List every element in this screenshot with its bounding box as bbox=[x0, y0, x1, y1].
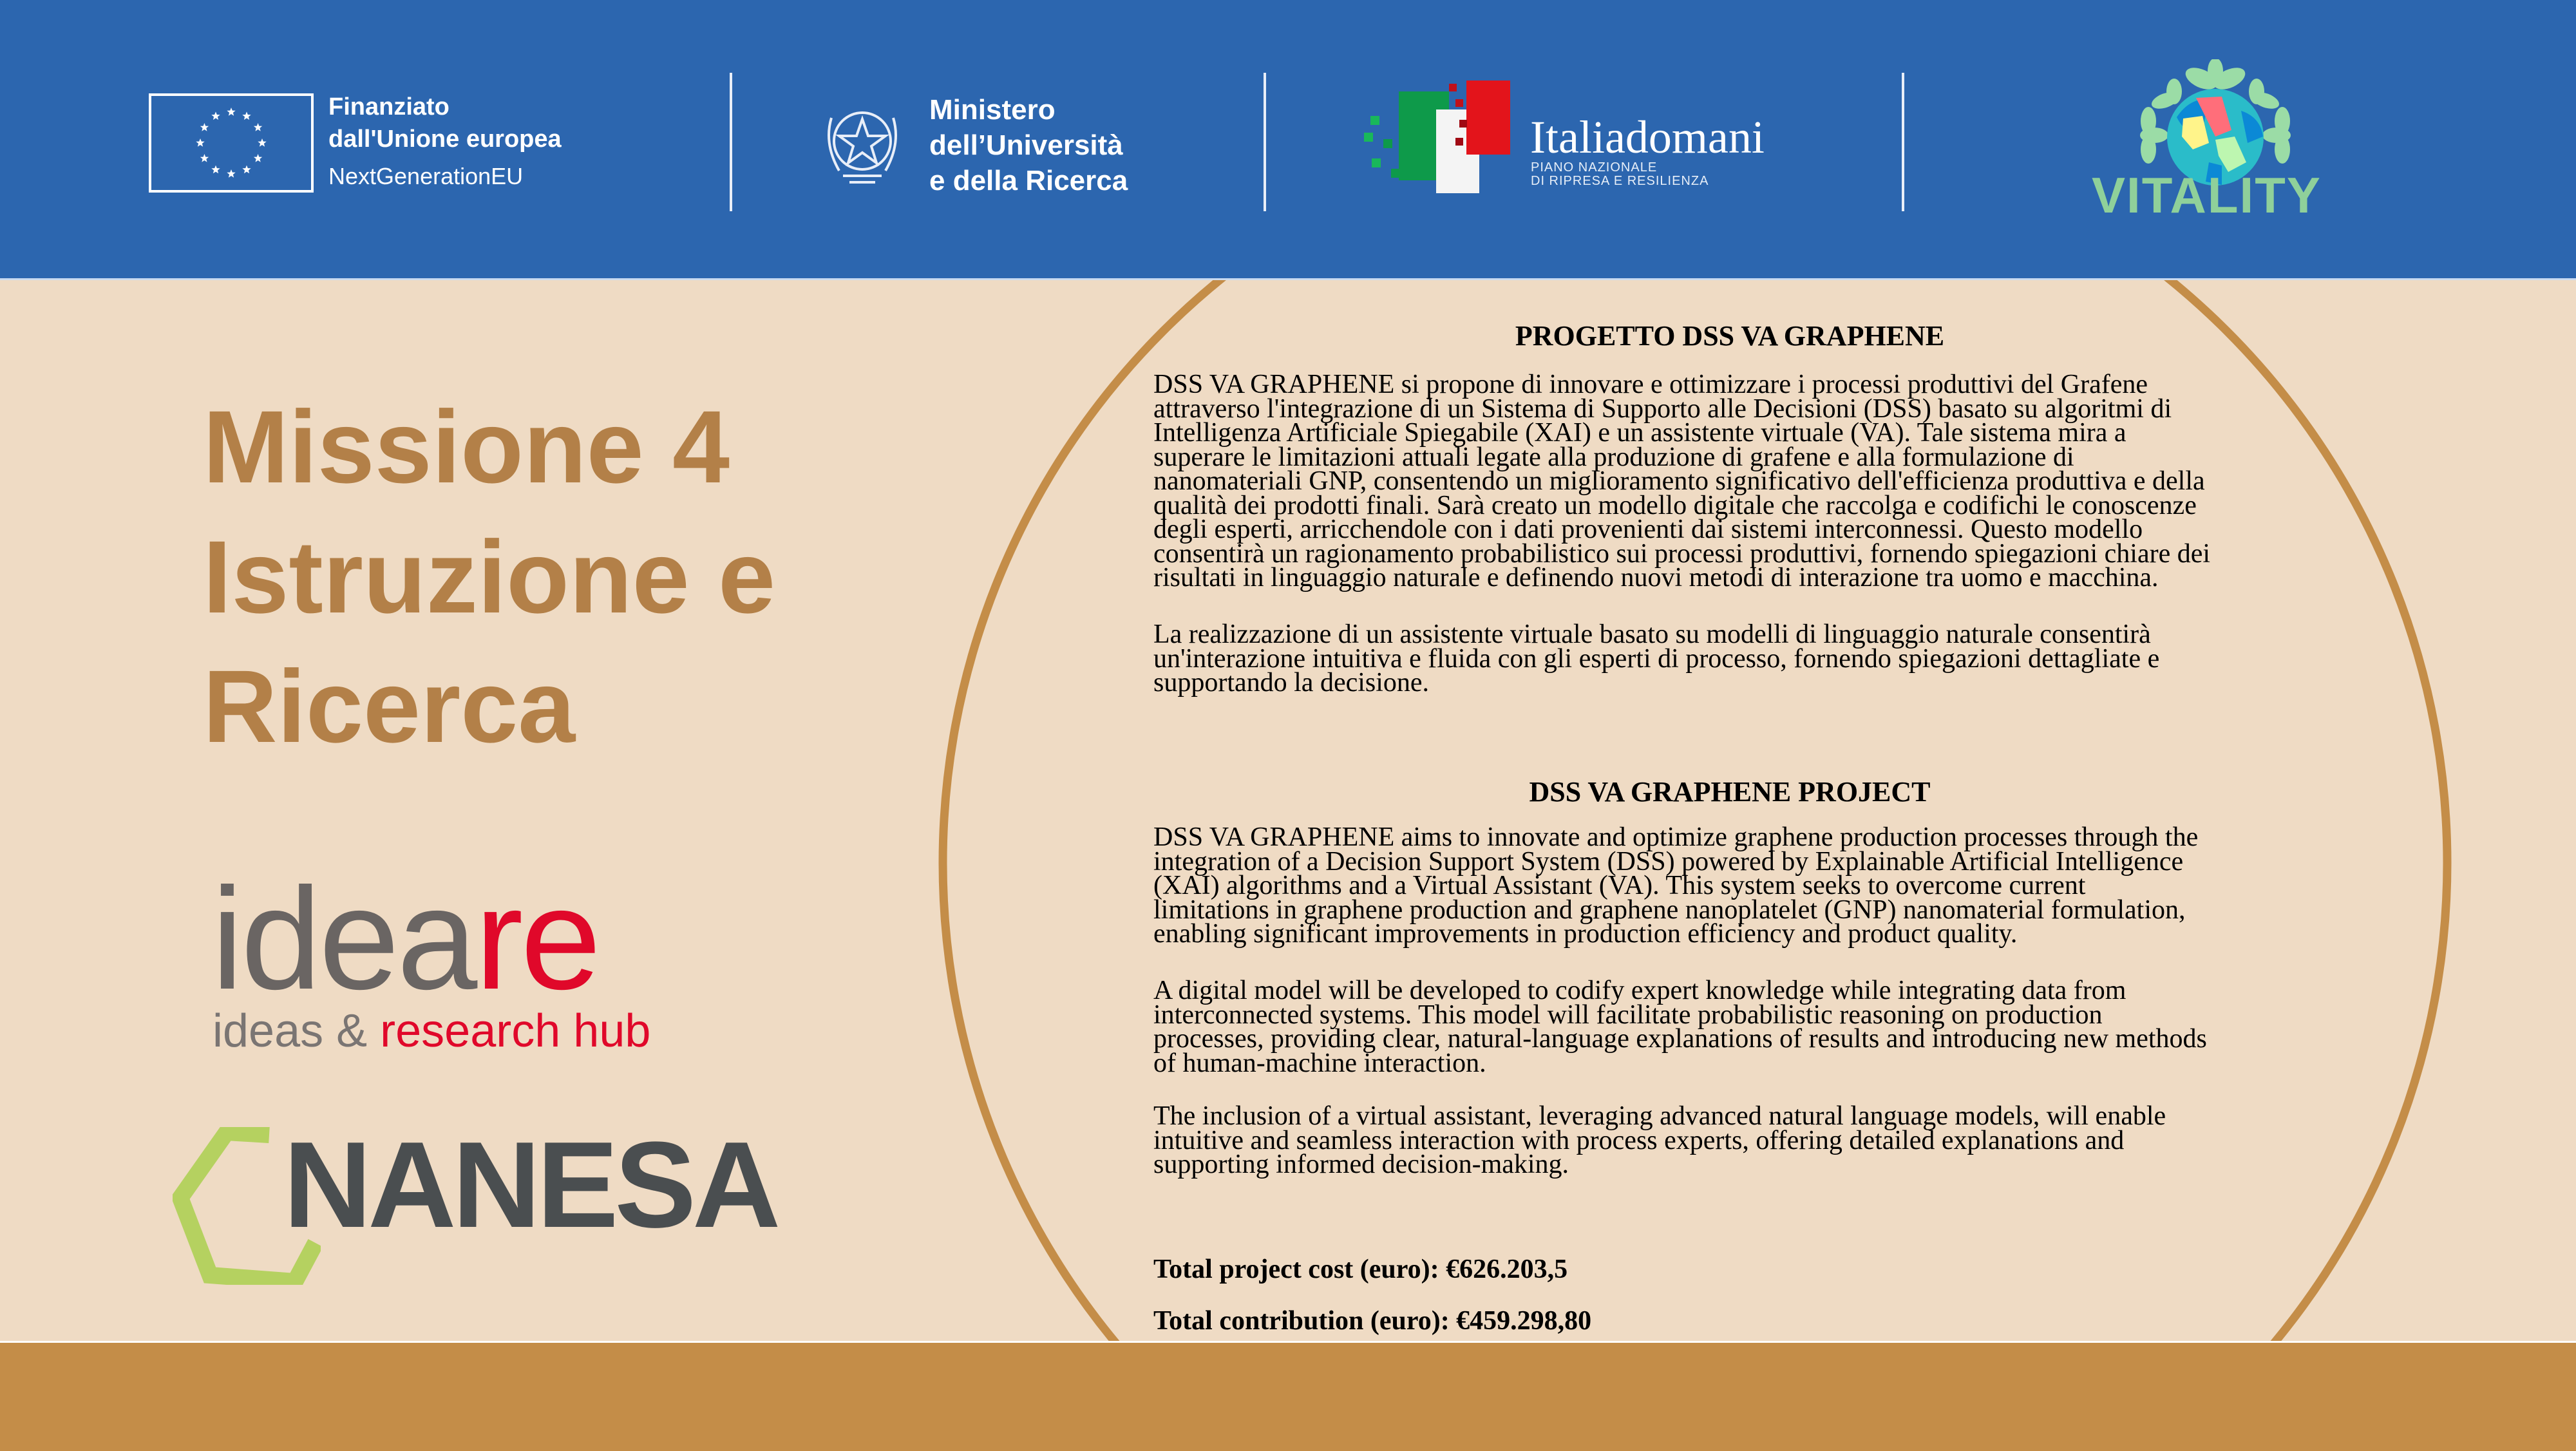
text-line: limitations in graphene production and graphene nanoplatelet (GNP) nanomaterial formulation, bbox=[1153, 895, 2186, 925]
text-line: qualità dei prodotti finali. Sarà creato un modello digitale che raccolga e codifichi le conoscenze bbox=[1153, 490, 2197, 520]
text-line: DSS VA GRAPHENE aims to innovate and optimize graphene production processes through the bbox=[1153, 822, 2199, 852]
english-section-title: DSS VA GRAPHENE PROJECT bbox=[1529, 776, 1931, 808]
total-project-cost: Total project cost (euro): €626.203,5 bbox=[1153, 1255, 1568, 1284]
text-line: La realizzazione di un assistente virtuale basato su modelli di linguaggio naturale consentirà bbox=[1153, 620, 2151, 649]
ministry-line2: dell’Università bbox=[929, 129, 1123, 161]
text-line: interconnected systems. This model will facilitate probabilistic reasoning on production bbox=[1153, 1000, 2103, 1030]
text-line: consentirà un ragionamento probabilistico sui processi produttivi, fornendo spiegazioni chiare dei bbox=[1153, 538, 2211, 569]
text-line: Intelligenza Artificiale Spiegabile (XAI) e un assistente virtuale (VA). Tale sistema mira a bbox=[1153, 418, 2126, 448]
ideare-tagline-red: research hub bbox=[380, 1005, 651, 1057]
mission-title-line3: Ricerca bbox=[203, 649, 576, 764]
english-paragraph-2 bbox=[1153, 976, 2207, 1078]
text-line: integration of a Decision Support System (DSS) powered by Explainable Artificial Intelligence bbox=[1153, 846, 2184, 877]
english-paragraph-3 bbox=[1153, 1101, 2166, 1179]
total-contribution: Total contribution (euro): €459.298,80 bbox=[1153, 1306, 1592, 1336]
text-line: The inclusion of a virtual assistant, leveraging advanced natural language models, will enable bbox=[1153, 1101, 2166, 1131]
ideare-tagline bbox=[213, 1005, 651, 1057]
eu-funded-line3: NextGenerationEU bbox=[328, 163, 524, 189]
text-line: of human-machine interaction. bbox=[1153, 1048, 1486, 1078]
italian-paragraph-1 bbox=[1153, 370, 2211, 593]
ministry-line1: Ministero bbox=[929, 94, 1056, 126]
text-line: intuitive and seamless interaction with process experts, offering detailed explanations and bbox=[1153, 1125, 2125, 1155]
vitality-wordmark: VITALITY bbox=[2092, 167, 2322, 223]
mission-title-line2: Istruzione e bbox=[203, 519, 776, 634]
ideare-logo-grey: idea bbox=[211, 857, 475, 1019]
ideare-tagline-grey: ideas & bbox=[213, 1005, 381, 1057]
text-line: superare le limitazioni attuali legate alla produzione di grafene e alla formulazione di bbox=[1153, 442, 2074, 472]
eu-funded-line2: dall'Unione europea bbox=[328, 126, 562, 153]
ministry-line3: e della Ricerca bbox=[929, 165, 1128, 196]
text-line: degli esperti, arricchendole con i dati provenienti dai sistemi interconnessi. Questo modello bbox=[1153, 515, 2143, 544]
mission-title-line1: Missione 4 bbox=[203, 389, 730, 504]
text-line: supporting informed decision-making. bbox=[1153, 1150, 1569, 1179]
text-line: un'interazione intuitiva e fluida con gli esperti di processo, fornendo spiegazioni dettagliate e bbox=[1153, 643, 2160, 674]
english-paragraph-1 bbox=[1153, 822, 2199, 949]
text-line: DSS VA GRAPHENE si propone di innovare e ottimizzare i processi produttivi del Grafene bbox=[1153, 370, 2148, 399]
text-line: attraverso l'integrazione di un Sistema di Supporto alle Decisioni (DSS) basato su algoritmi di bbox=[1153, 394, 2172, 424]
eu-funded-line1: Finanziato bbox=[328, 93, 450, 120]
text-line: risultati in linguaggio naturale e definendo nuovi metodi di interazione tra uomo e macchina. bbox=[1153, 563, 2159, 593]
text-line: A digital model will be developed to codify expert knowledge while integrating data from bbox=[1153, 976, 2126, 1005]
nanesa-logo: NANESA bbox=[283, 1117, 777, 1253]
italiadomani-subtitle-line2: DI RIPRESA E RESILIENZA bbox=[1531, 174, 1709, 188]
text-line: nanomateriali GNP, consentendo un miglioramento significativo dell'efficienza produttiva e della bbox=[1153, 466, 2205, 496]
text-line: (XAI) algorithms and a Virtual Assistant (VA). This system seeks to overcome current bbox=[1153, 871, 2086, 900]
italian-section-title: PROGETTO DSS VA GRAPHENE bbox=[1515, 320, 1945, 352]
ideare-logo-red: re bbox=[475, 857, 599, 1019]
text-line: supportando la decisione. bbox=[1153, 668, 1430, 697]
ideare-logo bbox=[211, 857, 599, 1019]
footer-bar bbox=[0, 1341, 2576, 1451]
text-line: enabling significant improvements in production efficiency and product quality. bbox=[1153, 919, 2018, 949]
text-line: processes, providing clear, natural-language explanations of results and introducing new methods bbox=[1153, 1024, 2207, 1054]
italiadomani-subtitle-line1: PIANO NAZIONALE bbox=[1531, 160, 1658, 175]
italiadomani-wordmark: Italiadomani bbox=[1530, 111, 1765, 163]
italian-paragraph-2 bbox=[1153, 620, 2160, 697]
